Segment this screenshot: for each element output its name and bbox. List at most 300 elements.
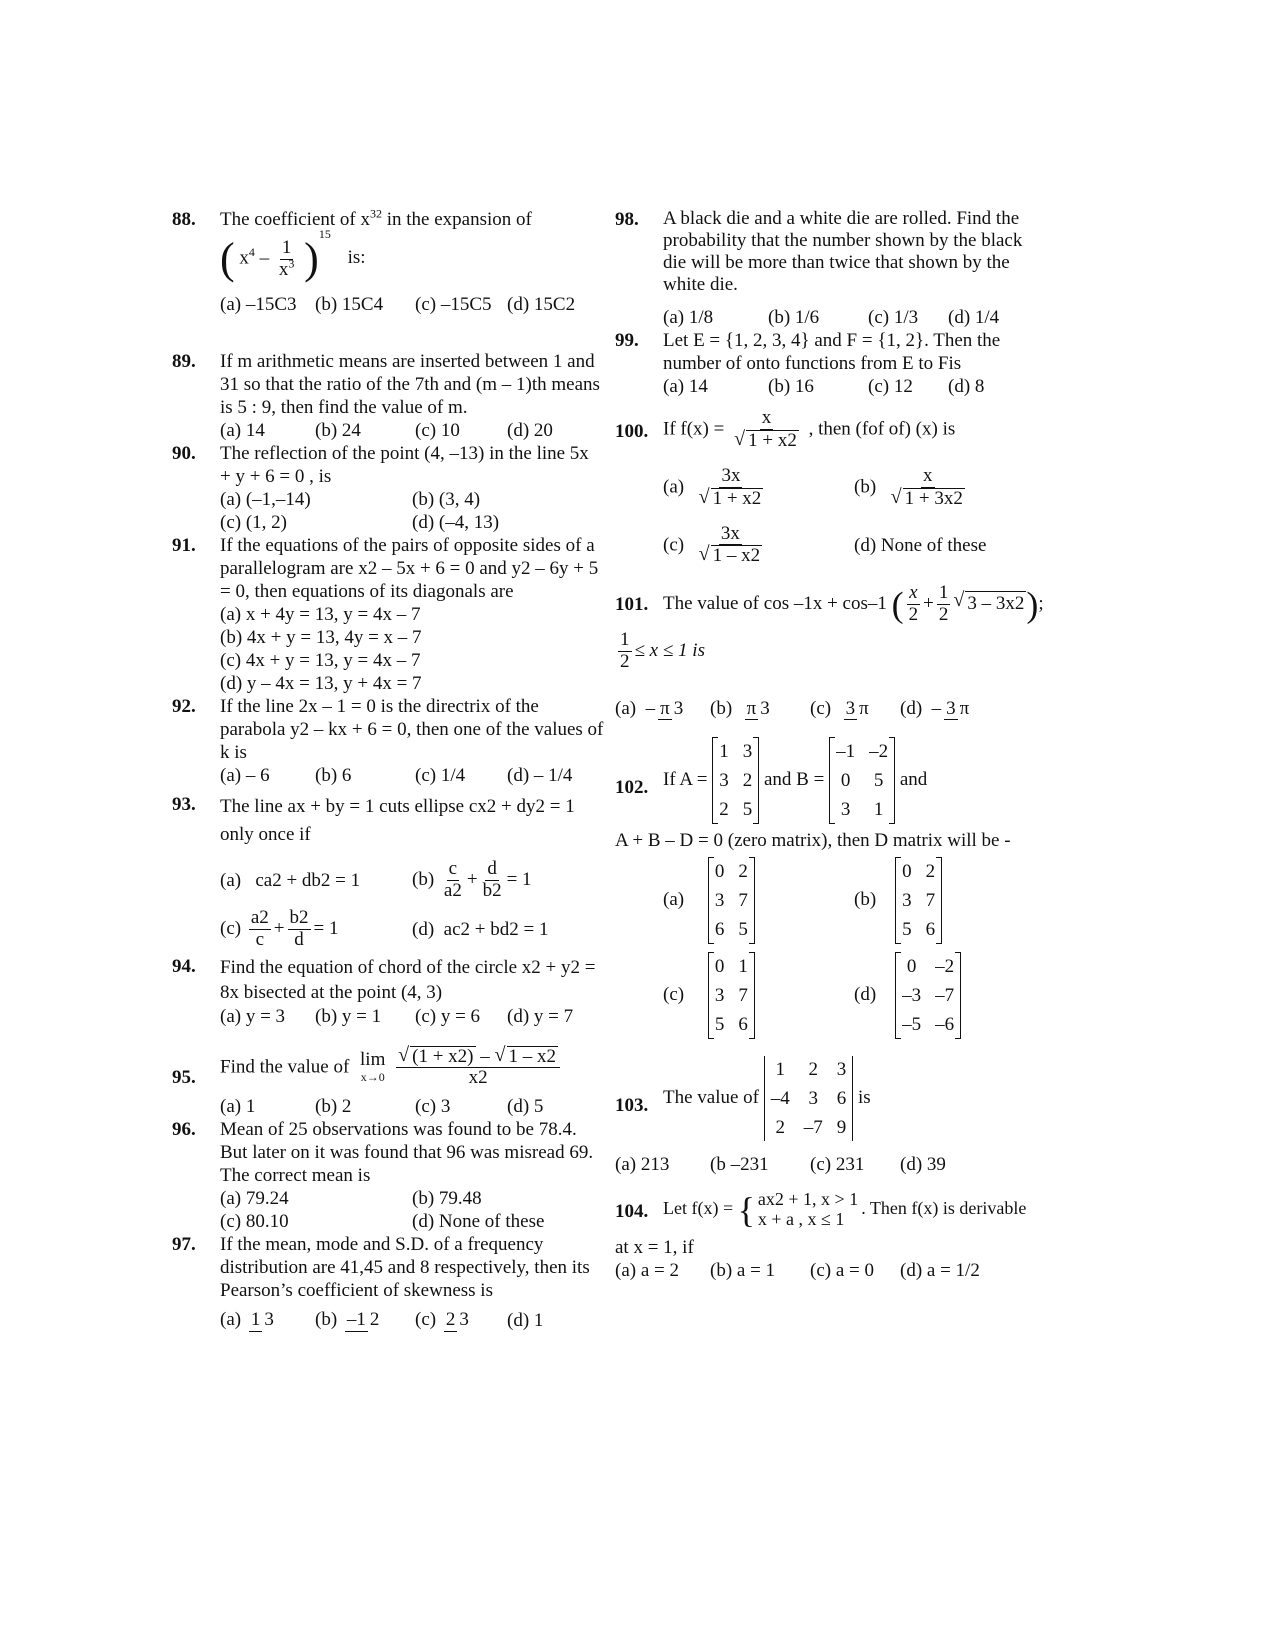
cell: 2 bbox=[808, 1059, 819, 1081]
option-b[interactable] bbox=[315, 1308, 415, 1332]
lim: lim bbox=[360, 1049, 386, 1071]
question-number: 101. bbox=[615, 594, 649, 616]
fraction bbox=[658, 699, 685, 721]
option-label: (a) bbox=[663, 889, 685, 911]
denominator: a2 bbox=[443, 879, 462, 901]
option-c[interactable]: (c) 80.10 bbox=[220, 1211, 289, 1233]
option-label: (a) bbox=[220, 1309, 242, 1331]
option-label: (b) bbox=[710, 697, 733, 719]
question-97 bbox=[172, 1233, 604, 1332]
question-number: 91. bbox=[172, 535, 196, 556]
cell: 3 bbox=[836, 1059, 847, 1081]
limit bbox=[360, 1050, 385, 1084]
cell: 5 bbox=[902, 919, 912, 941]
question-text: Find the value of bbox=[220, 1055, 350, 1077]
options bbox=[663, 466, 1045, 568]
cell: 0 bbox=[902, 861, 912, 883]
cell: 0 bbox=[714, 861, 725, 883]
denominator bbox=[889, 488, 967, 510]
option-a[interactable] bbox=[220, 1308, 315, 1332]
option-d[interactable]: (d) None of these bbox=[854, 534, 987, 556]
option-c[interactable] bbox=[663, 524, 854, 568]
question-text-2: A + B – D = 0 (zero matrix), then D matrix will be - bbox=[615, 830, 1011, 852]
option-b[interactable]: (b) a = 1 bbox=[710, 1260, 776, 1282]
question-text: The reflection of the point (4, –13) in the line 5x + y + 6 = 0 , is bbox=[220, 443, 589, 487]
option-label: (d) bbox=[854, 984, 877, 1006]
cell: 3 bbox=[840, 799, 851, 821]
question-number: 88. bbox=[172, 209, 196, 230]
denominator bbox=[697, 545, 765, 567]
power: 15 bbox=[318, 227, 331, 242]
numerator: d bbox=[487, 858, 497, 879]
cell: 5 bbox=[738, 919, 748, 941]
option-d[interactable]: (d) 20 bbox=[507, 420, 553, 441]
question-number: 93. bbox=[172, 794, 196, 815]
question-text: The line ax + by = 1 cuts ellipse cx2 + dy2 = 1 only once if bbox=[220, 796, 575, 845]
question-94 bbox=[172, 955, 604, 1028]
superscript: 3 bbox=[288, 256, 295, 271]
option-b[interactable]: (b) $\frac{c}{a2}$ + $\frac{d}{b2}$ = 1 bbox=[412, 858, 532, 901]
option-d[interactable]: (d) y – 4x = 13, y + 4x = 7 bbox=[220, 673, 422, 694]
option-b[interactable]: (b) (3, 4) bbox=[412, 489, 481, 510]
options bbox=[220, 859, 604, 951]
option-b[interactable]: (b) 79.48 bbox=[412, 1188, 482, 1210]
option-c[interactable]: (c) (1, 2) bbox=[220, 512, 287, 533]
question-number: 100. bbox=[615, 421, 649, 442]
cell: 6 bbox=[925, 919, 936, 941]
question-100 bbox=[615, 408, 1045, 567]
question-number: 92. bbox=[172, 696, 196, 717]
question-number: 94. bbox=[172, 955, 196, 977]
text: , then (fof of) (x) is bbox=[808, 418, 956, 440]
option-c[interactable] bbox=[810, 697, 900, 721]
option-b[interactable] bbox=[854, 466, 1045, 510]
numerator: c bbox=[448, 858, 458, 879]
cell: 3 bbox=[714, 985, 725, 1007]
option-c[interactable]: (c) 231 bbox=[810, 1154, 865, 1176]
question-99 bbox=[615, 329, 1045, 398]
question-89 bbox=[172, 350, 604, 442]
cell: –1 bbox=[836, 741, 856, 763]
option-d[interactable]: (d) a = 1/2 bbox=[900, 1260, 980, 1282]
question-number: 99. bbox=[615, 330, 639, 351]
option-a[interactable] bbox=[615, 697, 710, 721]
option-d[interactable]: (d) 8 bbox=[948, 376, 985, 397]
question-text: The value of cos –1x + cos–1 ( $\frac{x}{2}$ + $\frac{1}{2}$ √ 3 – 3x2); bbox=[663, 583, 1045, 626]
option-d[interactable] bbox=[900, 697, 974, 721]
range-text: ≤ x ≤ 1 is bbox=[634, 639, 705, 661]
option-a[interactable]: (a) –15C3 bbox=[220, 294, 297, 315]
question-103 bbox=[615, 1056, 1045, 1176]
cell: 3 bbox=[742, 741, 753, 763]
numerator: x bbox=[923, 464, 933, 486]
option-b[interactable]: (b –231 bbox=[710, 1154, 769, 1176]
fraction bbox=[444, 1310, 471, 1332]
fraction bbox=[442, 859, 464, 902]
question-96 bbox=[172, 1118, 604, 1233]
numerator: x bbox=[761, 407, 772, 428]
cell: 2 bbox=[925, 861, 936, 883]
option-c[interactable]: (c) $\frac{a2}{c}$ + $\frac{b2}{d}$ = 1 bbox=[220, 906, 339, 950]
cell: 3 bbox=[714, 890, 725, 912]
question-98 bbox=[615, 208, 1045, 329]
cell: 1 bbox=[738, 956, 748, 978]
cell: 6 bbox=[836, 1088, 847, 1110]
options bbox=[663, 306, 1045, 329]
option-a[interactable] bbox=[220, 869, 412, 892]
options bbox=[220, 1095, 604, 1118]
paren: ( bbox=[220, 234, 235, 283]
fraction bbox=[618, 630, 632, 673]
option-label: (a) bbox=[663, 476, 685, 498]
question-92 bbox=[172, 695, 604, 787]
fraction bbox=[249, 908, 271, 951]
sqrt: √ 3 – 3x2 bbox=[965, 591, 1026, 615]
matrix-b bbox=[829, 738, 895, 823]
option-label: (c) bbox=[810, 697, 832, 719]
question-text: A black die and a white die are rolled. Find the probability that the number shown by the black die will be more than twice that shown by the white die. bbox=[663, 208, 1023, 295]
sqrt: √ 1 – x2 bbox=[711, 545, 763, 567]
question-text: If the equations of the pairs of opposite sides of a parallelogram are x2 – 5x + 6 = 0 and y2 – 6y + 5 = 0, then equations of its diagonals are bbox=[220, 535, 599, 602]
option-d[interactable] bbox=[412, 918, 604, 941]
text: is: bbox=[347, 247, 366, 269]
cell: –7 bbox=[935, 985, 955, 1007]
text: The value of cos –1x + cos–1 bbox=[663, 593, 887, 615]
option-c[interactable] bbox=[415, 1308, 507, 1332]
option-c[interactable]: (c) a = 0 bbox=[810, 1260, 874, 1282]
option-b[interactable]: (b) 15C4 bbox=[315, 294, 384, 315]
text: in the expansion of bbox=[382, 209, 532, 230]
question-101 bbox=[615, 583, 1045, 720]
text: and bbox=[899, 769, 928, 791]
option-label: (d) bbox=[412, 918, 435, 940]
question-text: If the line 2x – 1 = 0 is the directrix of the parabola y2 – kx + 6 = 0, then one of the values of k is bbox=[220, 696, 604, 763]
question-93 bbox=[172, 793, 604, 951]
cell: 0 bbox=[906, 956, 917, 978]
cell: –5 bbox=[902, 1014, 922, 1036]
option-c[interactable]: (c) y = 6 bbox=[415, 1005, 481, 1027]
question-88 bbox=[172, 208, 604, 346]
text: If A = bbox=[663, 769, 708, 791]
matrix-a bbox=[712, 738, 759, 823]
option-c[interactable]: (c) 3 bbox=[415, 1096, 451, 1118]
denominator: 3 bbox=[760, 697, 770, 719]
options bbox=[220, 764, 604, 787]
question-102 bbox=[615, 738, 1045, 1038]
option-b[interactable]: (b) 2 bbox=[315, 1096, 352, 1118]
option-expr: ac2 + bd2 = 1 bbox=[443, 918, 549, 940]
numerator: 1 bbox=[250, 1309, 261, 1331]
denominator: x2 bbox=[468, 1067, 488, 1089]
fraction bbox=[697, 466, 766, 510]
case-1: ax2 + 1, x > 1 bbox=[757, 1189, 859, 1210]
question-text bbox=[663, 738, 1045, 823]
options bbox=[615, 697, 1045, 721]
option-d[interactable]: (d) (–4, 13) bbox=[412, 512, 500, 533]
denominator bbox=[697, 488, 766, 510]
numerator: x bbox=[909, 582, 918, 604]
option-label: (a) bbox=[615, 697, 637, 719]
option-b[interactable] bbox=[710, 697, 810, 721]
right-column bbox=[615, 208, 1045, 1282]
case-2: x + a , x ≤ 1 bbox=[757, 1209, 845, 1230]
numerator: π bbox=[660, 697, 670, 719]
options bbox=[220, 419, 604, 442]
fraction bbox=[345, 1310, 382, 1332]
option-c[interactable] bbox=[663, 953, 854, 1038]
cell: 3 bbox=[902, 890, 912, 912]
fraction bbox=[396, 1046, 560, 1090]
minus: – bbox=[475, 1045, 495, 1067]
text: The value of bbox=[663, 1087, 760, 1109]
options bbox=[220, 488, 604, 534]
option-b[interactable]: (b) 1/6 bbox=[768, 307, 820, 328]
option-a[interactable] bbox=[663, 858, 854, 943]
limit-expression bbox=[220, 1046, 604, 1090]
left-column bbox=[172, 208, 604, 1332]
question-number: 104. bbox=[615, 1201, 649, 1223]
base: x bbox=[239, 247, 249, 269]
numerator: a2 bbox=[250, 906, 269, 928]
text: If f(x) = bbox=[663, 418, 725, 440]
sqrt: √ 1 + x2 bbox=[746, 430, 799, 452]
brace: { bbox=[737, 1190, 755, 1231]
cell: 3 bbox=[719, 770, 729, 792]
sqrt-2: √ 1 – x2 bbox=[507, 1046, 559, 1068]
option-label: (b) bbox=[854, 476, 877, 498]
option-d[interactable]: (d) 1/4 bbox=[948, 307, 1000, 328]
option-label: (b) bbox=[315, 1309, 338, 1331]
text: . Then f(x) is derivable bbox=[861, 1198, 1027, 1219]
question-text-2: at x = 1, if bbox=[615, 1237, 694, 1259]
fraction bbox=[277, 238, 297, 281]
fraction bbox=[745, 699, 772, 721]
denominator: 2 bbox=[620, 651, 630, 673]
option-d[interactable]: (d) 5 bbox=[507, 1096, 544, 1118]
sign: – bbox=[931, 697, 942, 719]
option-b[interactable]: (b) y = 1 bbox=[315, 1005, 382, 1027]
matrix bbox=[708, 953, 755, 1038]
question-number: 97. bbox=[172, 1234, 196, 1256]
numerator: 3x bbox=[720, 522, 740, 544]
option-label: (c) bbox=[663, 533, 685, 555]
fraction bbox=[288, 908, 311, 951]
denominator bbox=[277, 256, 297, 281]
fraction bbox=[944, 699, 971, 721]
numerator: –1 bbox=[346, 1309, 366, 1331]
cell: –2 bbox=[869, 741, 889, 763]
denominator: 2 bbox=[908, 604, 919, 626]
numerator: 1 bbox=[938, 582, 949, 604]
den-base: x bbox=[278, 258, 289, 280]
option-d[interactable]: (d) 39 bbox=[900, 1154, 946, 1176]
fraction bbox=[732, 408, 801, 452]
cell: 0 bbox=[840, 770, 851, 792]
option-a[interactable]: (a) 14 bbox=[220, 420, 265, 441]
denominator bbox=[732, 430, 801, 452]
option-d[interactable]: (d) 15C2 bbox=[507, 294, 576, 315]
fraction bbox=[889, 466, 967, 510]
option-b[interactable]: (b) 24 bbox=[315, 420, 361, 441]
denominator: 2 bbox=[938, 604, 949, 626]
option-c[interactable]: (c) –15C5 bbox=[415, 294, 492, 315]
option-label: (d) bbox=[900, 697, 923, 719]
option-a[interactable]: (a) 1 bbox=[220, 1096, 256, 1118]
denominator: 3 bbox=[459, 1309, 469, 1331]
option-a[interactable]: (a) a = 2 bbox=[615, 1260, 679, 1282]
question-text: If the mean, mode and S.D. of a frequency distribution are 41,45 and 8 respectively, then its Pearson’s coefficient of skewness is bbox=[220, 1234, 590, 1302]
question-text: Find the equation of chord of the circle x2 + y2 = 8x bisected at the point (4, 3) bbox=[220, 956, 596, 1003]
option-label: (a) bbox=[220, 869, 242, 891]
numerator: 3 bbox=[946, 697, 956, 719]
option-a[interactable]: (a) 213 bbox=[615, 1154, 670, 1176]
fraction bbox=[937, 583, 951, 626]
text: and B = bbox=[764, 769, 825, 791]
question-number: 96. bbox=[172, 1119, 196, 1141]
option-b[interactable]: (b) 4x + y = 13, 4y = x – 7 bbox=[220, 627, 422, 648]
option-b[interactable]: (b) 6 bbox=[315, 765, 352, 786]
option-b[interactable]: (b) 16 bbox=[768, 376, 814, 397]
piecewise bbox=[758, 1190, 858, 1230]
denominator: d bbox=[294, 928, 304, 950]
question-text bbox=[663, 408, 1045, 452]
question-text: If m arithmetic means are inserted between 1 and 31 so that the ratio of the 7th and (m – 1)th means is 5 : 9, then find the value of m. bbox=[220, 351, 600, 418]
cell: 2 bbox=[738, 861, 748, 883]
fraction bbox=[481, 859, 504, 902]
text: The coefficient of x bbox=[220, 209, 370, 230]
cell: 7 bbox=[925, 890, 936, 912]
denominator: 3 bbox=[673, 697, 684, 719]
cell: 1 bbox=[719, 741, 729, 763]
cell: 5 bbox=[742, 799, 753, 821]
numerator: 1 bbox=[281, 236, 292, 258]
option-d[interactable]: (d) 1 bbox=[507, 1309, 544, 1331]
options bbox=[615, 1259, 1045, 1282]
cell: 2 bbox=[742, 770, 753, 792]
option-d[interactable]: (d) None of these bbox=[412, 1211, 545, 1233]
option-d[interactable]: (d) y = 7 bbox=[507, 1005, 574, 1027]
numerator: b2 bbox=[289, 906, 309, 928]
cell: 1 bbox=[775, 1059, 786, 1081]
numerator: π bbox=[746, 697, 757, 719]
options bbox=[220, 1005, 604, 1028]
cell: –3 bbox=[902, 985, 922, 1007]
option-a[interactable]: (a) 79.24 bbox=[220, 1188, 289, 1210]
option-c[interactable]: (c) 1/4 bbox=[415, 765, 466, 786]
option-c[interactable]: (c) 1/3 bbox=[868, 307, 919, 328]
option-d[interactable]: (d) – 1/4 bbox=[507, 765, 573, 786]
cell: 7 bbox=[738, 890, 748, 912]
fraction bbox=[844, 699, 871, 721]
numerator: 1 bbox=[620, 629, 630, 651]
matrix bbox=[895, 858, 942, 943]
question-91 bbox=[172, 534, 604, 695]
cell: 1 bbox=[873, 799, 884, 821]
denominator: b2 bbox=[482, 879, 502, 901]
question-number: 90. bbox=[172, 443, 196, 464]
paren: ( bbox=[891, 584, 904, 625]
superscript: 4 bbox=[248, 245, 255, 260]
denominator: π bbox=[859, 697, 869, 719]
option-b[interactable] bbox=[854, 858, 1045, 943]
question-95 bbox=[172, 1046, 604, 1119]
option-c[interactable]: (c) 4x + y = 13, y = 4x – 7 bbox=[220, 650, 421, 671]
binomial-expression: ( $x^4$ – $\frac{1}{x^3}$ )$^{15}$ is: bbox=[220, 227, 366, 283]
fraction bbox=[907, 583, 921, 626]
denominator: 3 bbox=[264, 1309, 274, 1331]
options bbox=[663, 858, 1045, 1038]
question-text bbox=[663, 1056, 1045, 1141]
equals: = 1 bbox=[506, 868, 532, 890]
sign: – bbox=[645, 697, 656, 719]
cell: 5 bbox=[873, 770, 884, 792]
text: is bbox=[858, 1087, 871, 1109]
question-104 bbox=[615, 1190, 1045, 1282]
option-d[interactable] bbox=[854, 953, 1045, 1038]
superscript: 32 bbox=[370, 206, 382, 221]
options bbox=[220, 1187, 604, 1233]
sqrt: √ 1 + 3x2 bbox=[903, 488, 965, 510]
option-a[interactable]: (a) – 6 bbox=[220, 765, 270, 786]
numerator: 3 bbox=[845, 697, 856, 719]
numerator: 2 bbox=[445, 1309, 456, 1331]
denominator: π bbox=[959, 697, 970, 719]
option-a[interactable]: (a) y = 3 bbox=[220, 1005, 286, 1027]
equals: = 1 bbox=[313, 917, 339, 939]
fraction bbox=[249, 1310, 276, 1332]
cell: –2 bbox=[935, 956, 955, 978]
cell: 2 bbox=[775, 1117, 786, 1139]
option-expr: ca2 + db2 = 1 bbox=[255, 869, 361, 891]
question-text bbox=[663, 1190, 1045, 1230]
options bbox=[615, 1153, 1045, 1176]
option-label: (c) bbox=[415, 1309, 437, 1331]
cell: 9 bbox=[836, 1117, 847, 1139]
question-90 bbox=[172, 442, 604, 534]
cell: 0 bbox=[714, 956, 725, 978]
sqrt: √ 1 + x2 bbox=[711, 488, 764, 510]
question-text: Let E = {1, 2, 3, 4} and F = {1, 2}. Then the number of onto functions from E to Fis bbox=[663, 330, 1001, 374]
semicolon: ; bbox=[1038, 593, 1044, 615]
option-a[interactable]: (a) 1/8 bbox=[663, 307, 714, 328]
option-label: (c) bbox=[220, 917, 242, 939]
numerator: 3x bbox=[721, 464, 741, 486]
denominator: 2 bbox=[369, 1309, 380, 1331]
option-a[interactable]: (a) x + 4y = 13, y = 4x – 7 bbox=[220, 604, 421, 625]
question-number: 103. bbox=[615, 1095, 649, 1117]
cell: 2 bbox=[719, 799, 729, 821]
option-a[interactable]: (a) 14 bbox=[663, 376, 708, 397]
paren: ) bbox=[1026, 584, 1039, 625]
cell: 6 bbox=[714, 919, 725, 941]
option-a[interactable] bbox=[663, 466, 854, 510]
option-a[interactable]: (a) (–1,–14) bbox=[220, 489, 311, 510]
option-label: (c) bbox=[663, 984, 685, 1006]
matrix bbox=[895, 953, 961, 1038]
range bbox=[615, 630, 1045, 673]
cell: –7 bbox=[803, 1117, 823, 1139]
option-c[interactable]: (c) 12 bbox=[868, 376, 913, 397]
cell: –4 bbox=[770, 1088, 790, 1110]
options bbox=[663, 375, 1045, 398]
option-label: (b) bbox=[412, 868, 435, 890]
determinant bbox=[764, 1056, 854, 1141]
question-number: 98. bbox=[615, 209, 639, 230]
option-c[interactable]: (c) 10 bbox=[415, 420, 460, 441]
cell: 7 bbox=[738, 985, 748, 1007]
options bbox=[220, 1308, 604, 1332]
question-number: 95. bbox=[172, 1066, 196, 1088]
